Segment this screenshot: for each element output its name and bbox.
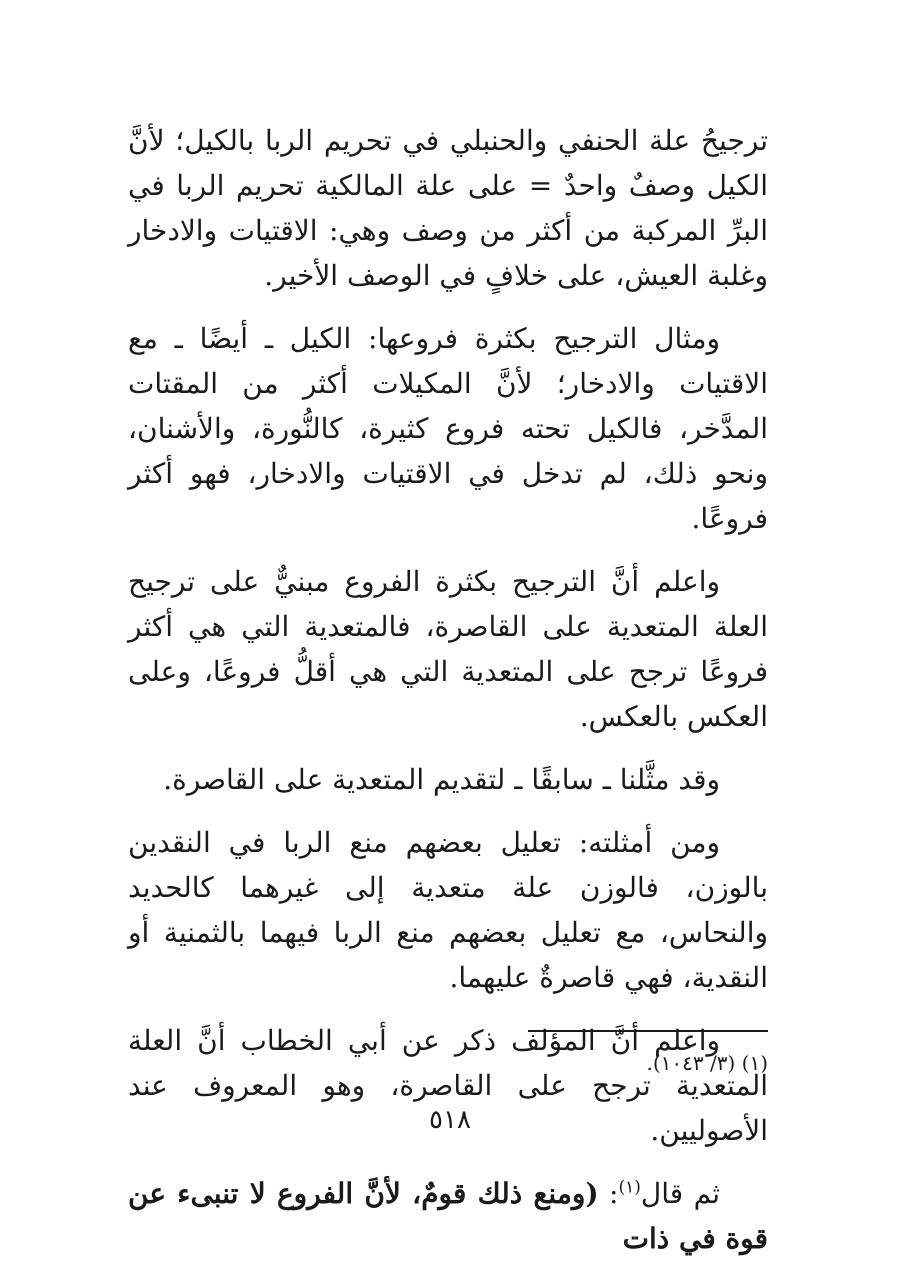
paragraph-1: ترجيحُ علة الحنفي والحنبلي في تحريم الربا بالكيل؛ لأنَّ الكيل وصفٌ واحدٌ = على علة المالكية تحريم الربا في البرِّ المركبة من أكثر من وصف وهي: الاقتيات والادخار وغلبة العيش، على خلافٍ في الوصف الأخير.	[128, 124, 768, 292]
paragraph-6: واعلم أنَّ المؤلف ذكر عن أبي الخطاب أنَّ العلة المتعدية ترجح على القاصرة، وهو المعروف عند الأصوليين.	[128, 1024, 768, 1147]
footnote-reference[interactable]: (١)	[618, 1177, 641, 1198]
paragraph-2: ومثال الترجيح بكثرة فروعها: الكيل ـ أيضًا ـ مع الاقتيات والادخار؛ لأنَّ المكيلات أكثر من المقتات المدَّخر، فالكيل تحته فروع كثيرة، كالنُّورة، والأشنان، ونحو ذلك، لم تدخل في الاقتيات والادخار، فهو أكثر فروعًا.	[128, 322, 768, 535]
quote-lead: ثم قال	[640, 1177, 721, 1210]
paragraph-5: ومن أمثلته: تعليل بعضهم منع الربا في النقدين بالوزن، فالوزن علة متعدية إلى غيرهما كالحديد والنحاس، مع تعليل بعضهم منع الربا فيهما بالثمنية أو النقدية، فهي قاصرةٌ عليهما.	[128, 826, 768, 994]
quoted-text: (ومنع ذلك قومٌ، لأنَّ الفروع لا تنبىء عن قوة في ذات	[128, 1177, 768, 1255]
footnote: (١) (٣/ ١٠٤٣).	[646, 1051, 768, 1075]
footnote-divider	[528, 1030, 768, 1032]
paragraph-4: وقد مثَّلنا ـ سابقًا ـ لتقديم المتعدية على القاصرة.	[163, 763, 720, 796]
quote-colon: :	[598, 1177, 619, 1210]
paragraph-7	[128, 1171, 768, 1261]
page-number: ٥١٨	[429, 1105, 471, 1135]
paragraph-3: واعلم أنَّ الترجيح بكثرة الفروع مبنيٌّ على ترجيح العلة المتعدية على القاصرة، فالمتعدية التي هي أكثر فروعًا ترجح على المتعدية التي هي أقلُّ فروعًا، وعلى العكس بالعكس.	[128, 565, 768, 733]
